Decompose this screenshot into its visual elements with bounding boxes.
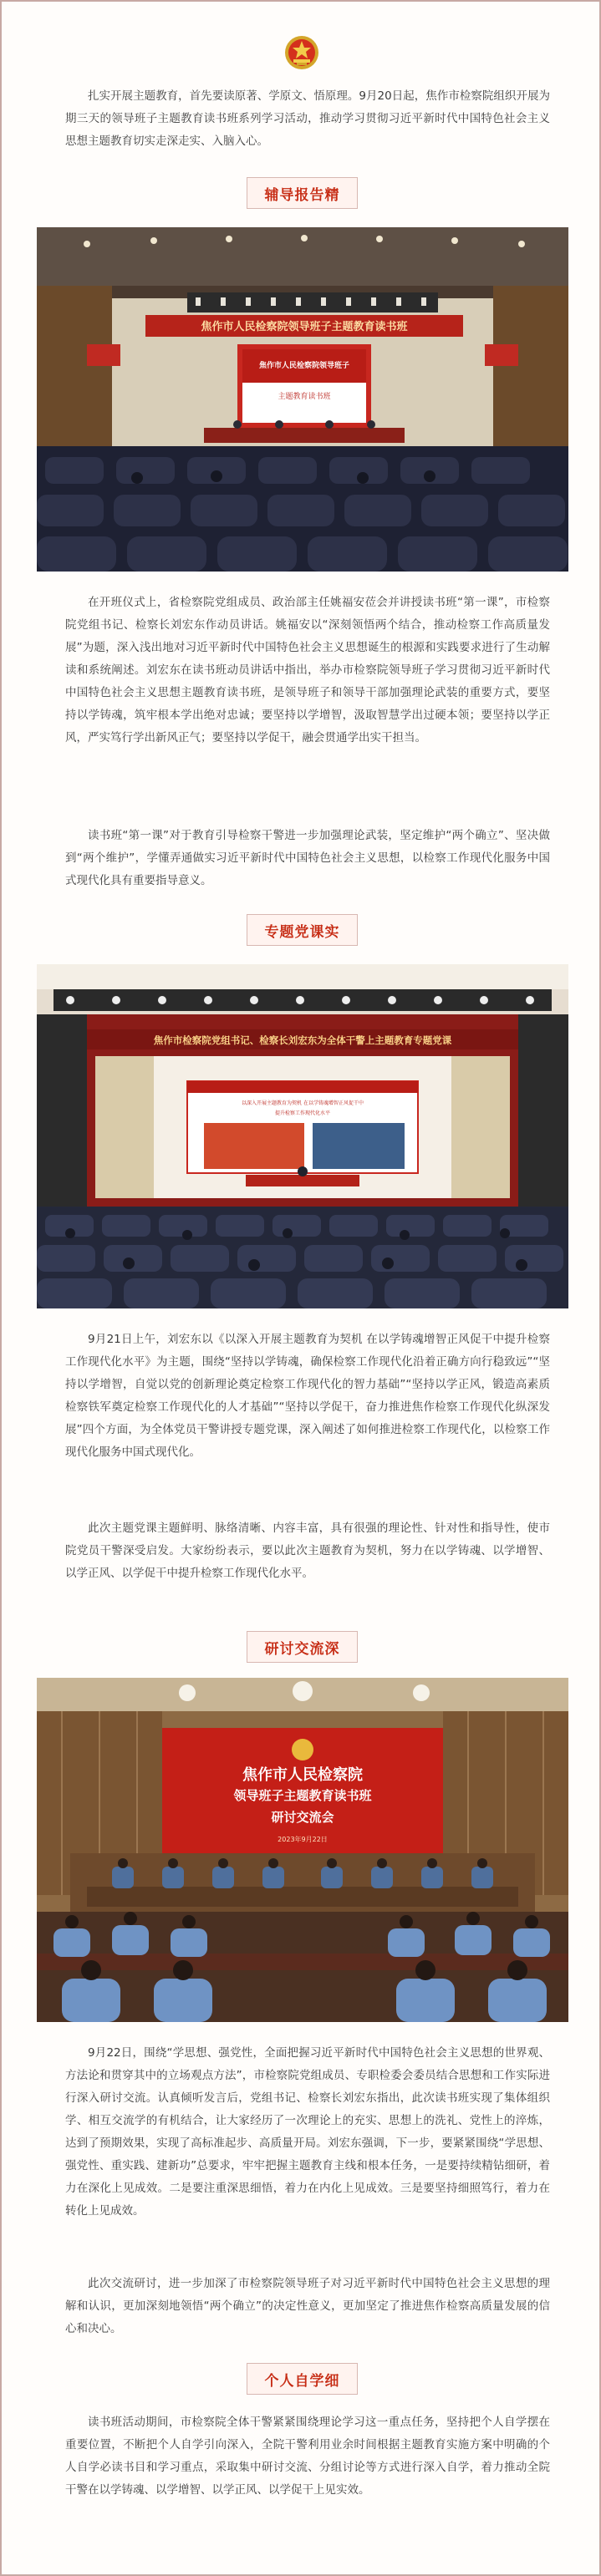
photo3-screen-line2: 领导班子主题教育读书班 [233,1788,372,1803]
photo-reading-class-opening [37,227,568,572]
party-lesson-response-paragraph: 此次主题党课主题鲜明、脉络清晰、内容丰富，具有很强的理论性、针对性和指导性，使市院党员干警深受启发。大家纷纷表示，要以此次主题教育为契机，努力在以学铸魂、以学增智、以学正风、以学促干中提升检察工作现代化水平。 [65,1522,550,1580]
photo3-screen-date: 2023年9月22日 [278,1836,328,1843]
lecture-significance-paragraph: 读书班“第一课”对于教育引导检察干警进一步加强理论武装，坚定维护“两个确立”、坚决做到“两个维护”，学懂弄通做实习近平新时代中国特色社会主义思想，以检察工作现代化服务中国式现代化具有重要指导意义。 [65,829,550,887]
section-title-discussion [247,1631,358,1663]
section-title-text: 研讨交流深 [264,1640,340,1658]
discussion-paragraph: 9月22日，围绕“学思想、强党性，全面把握习近平新时代中国特色社会主义思想的世界观、方法论和贯穿其中的立场观点方法”，市检察院党组成员、专职检委会委员结合思想和工作实际进行深入研讨交流。认真倾听发言后，党组书记、检察长刘宏东指出，此次读书班实现了集体组织学、相互交流学的有机结合，让大家经历了一次理论上的充实、思想上的洗礼、党性上的淬炼，达到了预期效果，实现了高标准起步、高质量开局。刘宏东强调，下一步，要紧紧围绕“学思想、强党性、重实践、建新功”总要求，牢牢把握主题教育主线和根本任务，一是要持续精钻细研，着力在深化上见成效。二是要注重深思细悟，着力在内化上见成效。三是要坚持细照笃行，着力在转化上见成效。 [65,2046,550,2218]
procuratorate-emblem-icon [284,35,319,70]
intro-paragraph: 扎实开展主题教育，首先要读原著、学原文、悟原理。9月20日起，焦作市检察院组织开展为期三天的领导班子主题教育读书班系列学习活动，推动学习贯彻习近平新时代中国特色社会主义思想主题教育切实走深走实、入脑入心。 [65,89,550,148]
section-title-text: 专题党课实 [264,923,340,941]
photo2-banner-text: 焦作市检察院党组书记、检察长刘宏东为全体干警上主题教育专题党课 [153,1034,452,1046]
photo1-screen-line2: 主题教育读书班 [278,393,331,401]
section-title-party-lesson [247,914,358,946]
party-lesson-paragraph: 9月21日上午，刘宏东以《以深入开展主题教育为契机 在以学铸魂增智正风促干中提升检察工作现代化水平》为主题，围绕“坚持以学铸魂，确保检察工作现代化沿着正确方向行稳致远”“坚持以学增智，自觉以党的创新理论奠定检察工作现代化的智力基础”“坚持以学正风，锻造高素质检察铁军奠定检察工作现代化的人才基础”“坚持以学促干，奋力推进焦作检察工作现代化纵深发展”四个方面，为全体党员干警讲授专题党课，深入阐述了如何推进检察工作现代化，以检察工作现代化服务中国式现代化。 [65,1333,550,1459]
photo2-screen-line2: 提升检察工作现代化水平 [274,1110,331,1116]
photo1-banner-text: 焦作市人民检察院领导班子主题教育读书班 [201,321,408,333]
photo2-screen-line1: 以深入开展主题教育为契机 在以学铸魂增智正风促干中 [242,1100,364,1106]
section-title-text: 个人自学细 [264,2372,340,2390]
self-study-paragraph: 读书班活动期间，市检察院全体干警紧紧围绕理论学习这一重点任务，坚持把个人自学摆在重要位置，不断把个人自学引向深入，全院干警利用业余时间根据主题教育实施方案中明确的个人自学必读书目和学习重点，采取集中研讨交流、分组讨论等方式进行深入自学，着力推动全院干警在以学铸魂、以学增智、以学正风、以学促干上见实效。 [65,2416,550,2497]
photo-discussion-meeting [37,1678,568,2022]
lecture-paragraph: 在开班仪式上，省检察院党组成员、政治部主任姚福安莅会并讲授读书班“第一课”，市检察院党组书记、检察长刘宏东作动员讲话。姚福安以“深刻领悟两个结合，推动检察工作高质量发展”为题，深入浅出地对习近平新时代中国特色社会主义思想诞生的根源和实践要求进行了生动解读和系统阐述。刘宏东在读书班动员讲话中指出，举办市检察院领导班子学习贯彻习近平新时代中国特色社会主义思想主题教育读书班，是领导班子和领导干部加强理论武装的重要方式，要坚持以学铸魂，筑牢根本学出绝对忠诚；要坚持以学增智，汲取智慧学出过硬本领；要坚持以学正风，严实笃行学出新风正气；要坚持以学促干，融会贯通学出实干担当。 [65,596,550,744]
discussion-summary-paragraph: 此次交流研讨，进一步加深了市检察院领导班子对习近平新时代中国特色社会主义思想的理解和认识，更加深刻地领悟“两个确立”的决定性意义，更加坚定了推进焦作检察高质量发展的信心和决心。 [65,2277,550,2335]
section-title-lecture [247,177,358,209]
photo1-screen-line1: 焦作市人民检察院领导班子 [258,362,350,370]
photo3-screen-line3: 研讨交流会 [271,1810,334,1825]
photo-party-lesson [37,964,568,1308]
section-title-self-study [247,2363,358,2395]
section-title-text: 辅导报告精 [264,186,340,204]
photo3-screen-line1: 焦作市人民检察院 [242,1766,363,1784]
